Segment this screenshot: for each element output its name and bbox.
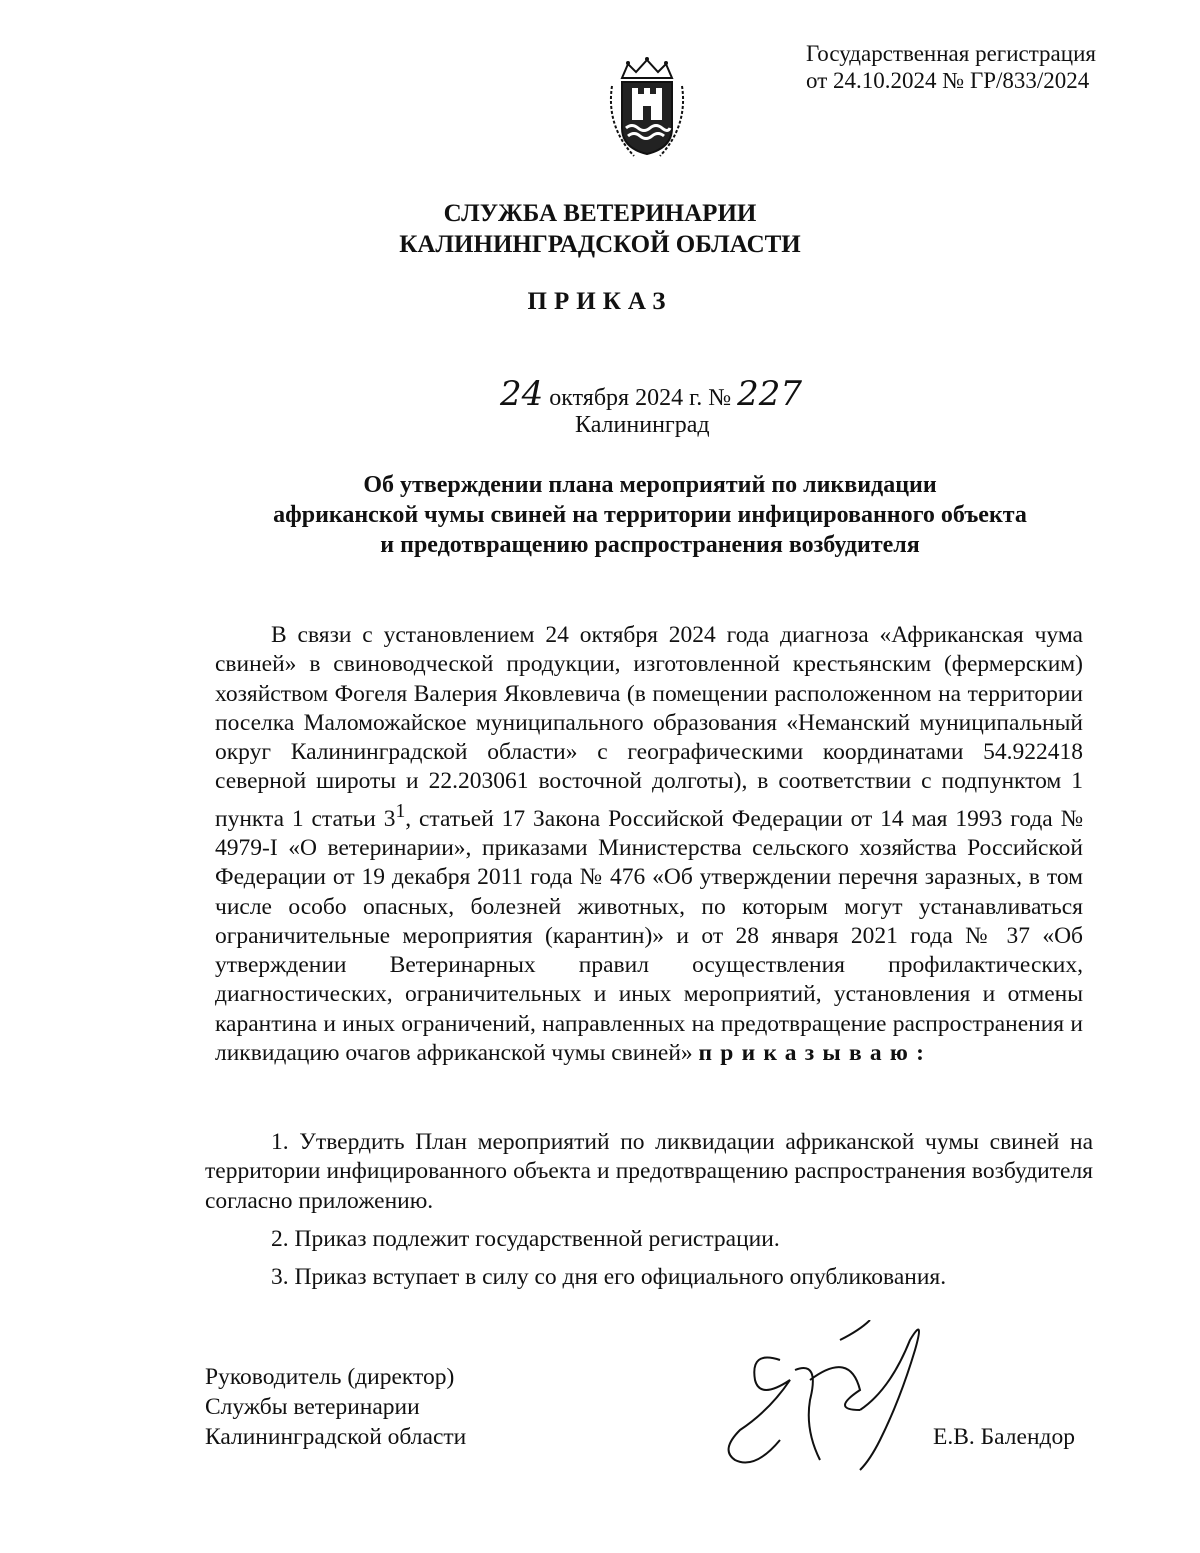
document-type: ПРИКАЗ: [527, 288, 673, 315]
handwritten-order-number: 227: [737, 374, 803, 414]
handwritten-signature: [710, 1320, 940, 1480]
registration-line-2: от 24.10.2024 № ГР/833/2024: [806, 68, 1090, 93]
date-number-line: [500, 372, 920, 416]
title-line-1: Об утверждении плана мероприятий по ликвидации: [363, 472, 937, 498]
order-item-2: 2. Приказ подлежит государственной регистрации.: [271, 1225, 780, 1252]
handwritten-day: 24: [500, 374, 544, 414]
order-item-3: 3. Приказ вступает в силу со дня его официального опубликования.: [271, 1264, 947, 1291]
preamble-text-2: , статьей 17 Закона Российской Федерации от 14 мая 1993 года № 4979-I «О ветеринарии», приказами Министерства сельского хозяйства Российской Федерации от 19 декабря 2011 года № 476 «Об утверждении перечня заразных, в том числе особо опасных, болезней животных, по которым могут устанавливаться ограничительные мероприятия (карантин)» и от 28 января 2021 года № 37 «Об утверждении Ветеринарных правил осуществления профилактических, диагностических, ограничительных и иных мероприятий, установления и отмены карантина и иных ограничений, направленных на предотвращение распространения и ликвидацию очагов африканской чумы свиней»: [215, 805, 1083, 1066]
title-line-3: и предотвращению распространения возбудителя: [380, 532, 920, 558]
preamble-text-1: В связи с установлением 24 октября 2024 года диагноза «Африканская чума свиней» в свиноводческой продукции, изготовленной крестьянским (фермерским) хозяйством Фогеля Валерия Яковлевича (в помещении расположенном на территории поселка Маломожайское муниципального образования «Неманский муниципальный округ Калининградской области» с географическими координатами 54.922418 северной широты и 22.203061 восточной долготы), в соответствии с подпунктом 1 пункта 1 статьи 3: [215, 622, 1083, 832]
signatory-position: [205, 1362, 466, 1452]
kaliningrad-coat-of-arms-icon: [604, 56, 690, 162]
signatory-name: Е.В. Балендор: [933, 1424, 1075, 1450]
order-items: [205, 1128, 1093, 1292]
order-title: [160, 470, 1140, 560]
organization-name-line-1: СЛУЖБА ВЕТЕРИНАРИИ: [443, 200, 757, 227]
signatory-position-line-2: Службы ветеринарии: [205, 1394, 420, 1420]
command-word: приказываю:: [698, 1039, 933, 1066]
registration-line-1: Государственная регистрация: [806, 41, 1096, 66]
title-line-2: африканской чумы свиней на территории инфицированного объекта: [273, 502, 1027, 528]
organization-name-line-2: КАЛИНИНГРАДСКОЙ ОБЛАСТИ: [399, 231, 801, 258]
signatory-position-line-3: Калининградской области: [205, 1424, 467, 1450]
signatory-position-line-1: Руководитель (директор): [205, 1364, 455, 1390]
registration-note: [806, 40, 1186, 94]
order-item-1: 1. Утвердить План мероприятий по ликвидации африканской чумы свиней на территории инфицированного объекта и предотвращению распространения возбудителя согласно приложению.: [205, 1129, 1093, 1214]
preamble-paragraph: [215, 621, 1083, 1068]
preamble-superscript: 1: [395, 800, 406, 822]
city: Калининград: [575, 412, 710, 438]
month-year-number: октября 2024 г. №: [549, 385, 732, 411]
